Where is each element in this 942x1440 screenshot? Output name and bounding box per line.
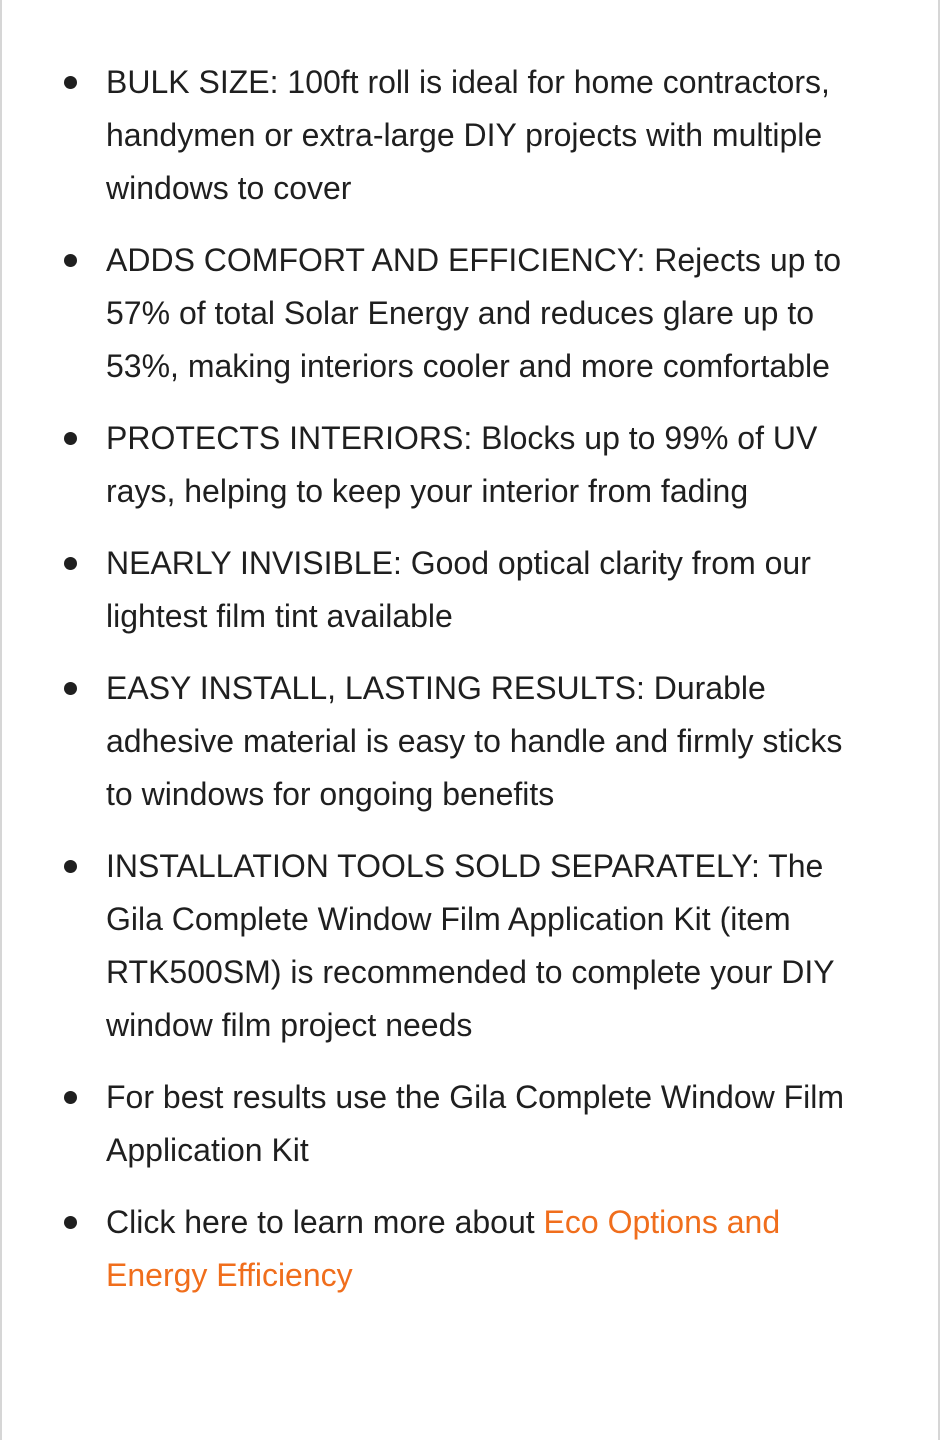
feature-text: For best results use the Gila Complete Window Film Application Kit	[106, 1079, 845, 1168]
list-item	[2, 56, 862, 215]
learn-more-prefix: Click here to learn more about	[106, 1204, 544, 1240]
list-item	[2, 662, 862, 821]
list-item-learn-more	[2, 1196, 862, 1302]
feature-list	[2, 56, 862, 1321]
feature-text: ADDS COMFORT AND EFFICIENCY: Rejects up to 57% of total Solar Energy and reduces glare up to 53%, making interiors cooler and more comfortable	[106, 242, 841, 384]
feature-text: EASY INSTALL, LASTING RESULTS: Durable adhesive material is easy to handle and firmly sticks to windows for ongoing benefits	[106, 670, 843, 812]
feature-text: PROTECTS INTERIORS: Blocks up to 99% of UV rays, helping to keep your interior from fading	[106, 420, 818, 509]
bullet-icon	[64, 76, 77, 89]
bullet-icon	[64, 254, 77, 267]
list-item	[2, 412, 862, 518]
feature-text: NEARLY INVISIBLE: Good optical clarity from our lightest film tint available	[106, 545, 811, 634]
feature-text: INSTALLATION TOOLS SOLD SEPARATELY: The Gila Complete Window Film Application Kit (item RTK500SM) is recommended to complete your DIY window film project needs	[106, 848, 835, 1043]
bullet-icon	[64, 1216, 77, 1229]
feature-text: BULK SIZE: 100ft roll is ideal for home contractors, handymen or extra-large DIY projects with multiple windows to cover	[106, 64, 830, 206]
bullet-icon	[64, 557, 77, 570]
eco-options-link[interactable]: Eco Options and Energy Efficiency	[106, 1204, 781, 1293]
bullet-icon	[64, 432, 77, 445]
bullet-icon	[64, 1091, 77, 1104]
list-item	[2, 1071, 862, 1177]
list-item	[2, 537, 862, 643]
list-item	[2, 234, 862, 393]
bullet-icon	[64, 682, 77, 695]
list-item	[2, 840, 862, 1052]
bullet-icon	[64, 860, 77, 873]
